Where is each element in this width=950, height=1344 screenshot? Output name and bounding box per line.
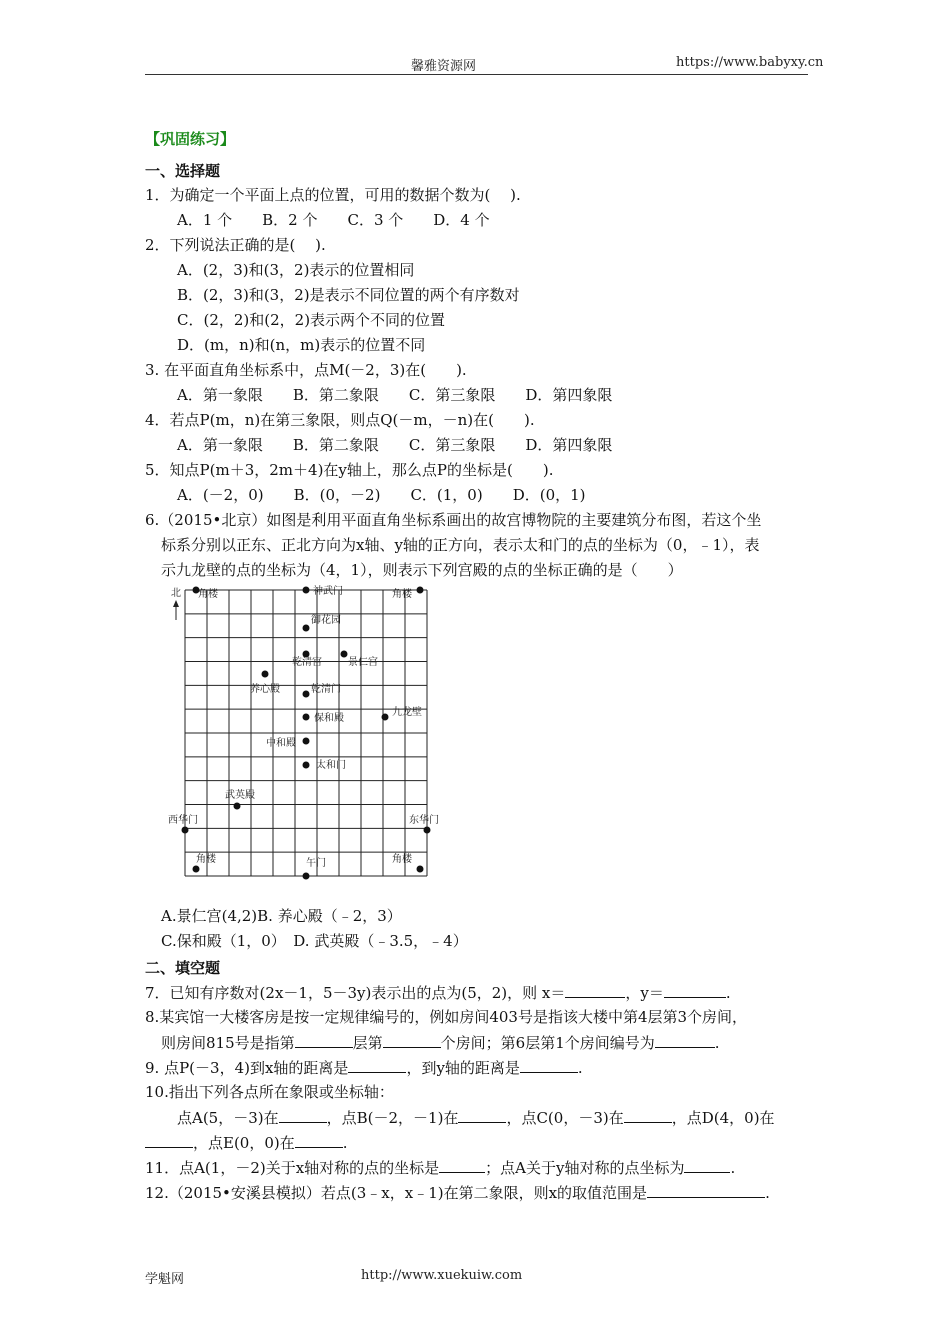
point-corner-tr bbox=[417, 587, 424, 594]
point-wuying bbox=[234, 803, 241, 810]
q6-line2: 标系分别以正东、正北方向为x轴、y轴的正方向，表示太和门的点的坐标为（0，﹣1），表 bbox=[161, 536, 760, 554]
q8-text-b: 层第 bbox=[352, 1034, 383, 1052]
point-shenwu bbox=[303, 587, 310, 594]
q7-blank-y[interactable] bbox=[664, 982, 726, 998]
q2-option-a: A．(2，3)和(3，2)表示的位置相同 bbox=[177, 261, 415, 279]
q6-line1: 6.（2015•北京）如图是利用平面直角坐标系画出的故宫博物院的主要建筑分布图，若这个坐 bbox=[145, 511, 762, 529]
q8-line2 bbox=[161, 1032, 720, 1053]
q7-text-c: . bbox=[725, 984, 731, 1002]
q8-text-d: . bbox=[714, 1034, 720, 1052]
q3-options: A．第一象限 B．第二象限 C．第三象限 D．第四象限 bbox=[177, 386, 613, 404]
q10-text-e: ，点E(0，0)在 bbox=[193, 1134, 295, 1152]
label-qianqing-palace: 乾清宫 bbox=[292, 657, 322, 668]
q12-blank-range[interactable] bbox=[647, 1182, 765, 1198]
palace-map bbox=[165, 578, 455, 884]
q8-text-c: 个房间；第6层第1个房间编号为 bbox=[440, 1034, 655, 1052]
q9-text-a: 9. 点P(－3，4)到x轴的距离是 bbox=[145, 1059, 349, 1077]
label-xihua: 西华门 bbox=[168, 815, 198, 826]
label-qianqing-gate: 乾清门 bbox=[311, 684, 341, 695]
q11-text-b: ；点A关于y轴对称的点坐标为 bbox=[485, 1159, 685, 1177]
point-zhonghe bbox=[303, 738, 310, 745]
q10-blank-d[interactable] bbox=[145, 1132, 193, 1148]
q6-line3: 示九龙壁的点的坐标为（4，1），则表示下列宫殿的点的坐标正确的是（ ） bbox=[161, 561, 683, 579]
q12 bbox=[145, 1182, 770, 1203]
q10-line1: 10.指出下列各点所在象限或坐标轴： bbox=[145, 1083, 394, 1101]
point-corner-bl bbox=[193, 866, 200, 873]
header-url[interactable]: https://www.babyxy.cn bbox=[676, 55, 824, 70]
q12-text-a: 12.（2015•安溪县模拟）若点(3﹣x，x﹣1)在第二象限，则x的取值范围是 bbox=[145, 1184, 648, 1202]
q10-text-d: ，点D(4，0)在 bbox=[671, 1109, 775, 1127]
q10-blank-e[interactable] bbox=[295, 1132, 343, 1148]
q10-text-b: ，点B(－2，－1)在 bbox=[326, 1109, 459, 1127]
section-choice-heading: 一、选择题 bbox=[145, 162, 221, 180]
map-grid bbox=[185, 590, 427, 876]
page-title: 【巩固练习】 bbox=[145, 130, 236, 148]
label-corner-bl: 角楼 bbox=[196, 854, 216, 865]
q10-line3 bbox=[145, 1132, 348, 1153]
point-yangxin bbox=[262, 671, 269, 678]
label-baohe: 保和殿 bbox=[314, 713, 344, 724]
q2-option-c: C．(2，2)和(2，2)表示两个不同的位置 bbox=[177, 311, 446, 329]
q8-line1: 8.某宾馆一大楼客房是按一定规律编号的，例如房间403号是指该大楼中第4层第3个房间， bbox=[145, 1008, 748, 1026]
q11 bbox=[145, 1157, 735, 1178]
point-yuhua bbox=[303, 625, 310, 632]
footer-site: 学魁网 bbox=[145, 1272, 185, 1287]
label-yuhua: 御花园 bbox=[311, 615, 341, 626]
q9-text-b: ，到y轴的距离是 bbox=[406, 1059, 520, 1077]
point-taihe bbox=[303, 762, 310, 769]
label-jingren: 景仁宫 bbox=[348, 657, 378, 668]
point-xihua bbox=[182, 827, 189, 834]
q11-text-a: 11．点A(1，－2)关于x轴对称的点的坐标是 bbox=[145, 1159, 440, 1177]
label-wuying: 武英殿 bbox=[225, 790, 255, 801]
q7 bbox=[145, 982, 731, 1003]
label-jiulong: 九龙壁 bbox=[392, 707, 422, 718]
q8-blank-number[interactable] bbox=[655, 1032, 715, 1048]
north-label: 北 bbox=[171, 588, 181, 599]
label-shenwu: 神武门 bbox=[313, 586, 343, 597]
q10-blank-c[interactable] bbox=[624, 1107, 672, 1123]
q10-text-f: . bbox=[342, 1134, 348, 1152]
q8-blank-room[interactable] bbox=[383, 1032, 441, 1048]
q9-blank-x[interactable] bbox=[348, 1057, 406, 1073]
q10-blank-b[interactable] bbox=[458, 1107, 506, 1123]
point-jingren bbox=[341, 651, 348, 658]
label-donghua: 东华门 bbox=[409, 815, 439, 826]
section-fill-heading: 二、填空题 bbox=[145, 959, 221, 977]
q11-blank-x[interactable] bbox=[439, 1157, 485, 1173]
q5-options: A．(－2，0) B．(0，－2) C．(1，0) D．(0，1) bbox=[177, 486, 586, 504]
header-site: 馨雅资源网 bbox=[411, 59, 477, 74]
point-donghua bbox=[424, 827, 431, 834]
q9-text-c: . bbox=[577, 1059, 583, 1077]
q8-blank-floor[interactable] bbox=[295, 1032, 353, 1048]
q7-text-a: 7．已知有序数对(2x－1，5－3y)表示出的点为(5，2)，则 x＝ bbox=[145, 984, 566, 1002]
q10-blank-a[interactable] bbox=[279, 1107, 327, 1123]
q10-line2 bbox=[177, 1107, 775, 1128]
q2-stem: 2．下列说法正确的是( ). bbox=[145, 236, 326, 254]
header-rule bbox=[145, 74, 808, 75]
point-wumen bbox=[303, 873, 310, 880]
label-corner-tl: 角楼 bbox=[198, 589, 218, 600]
footer-url[interactable]: http://www.xuekuiw.com bbox=[361, 1268, 523, 1283]
label-yangxin: 养心殿 bbox=[250, 684, 280, 695]
q9-blank-y[interactable] bbox=[520, 1057, 578, 1073]
q1-stem: 1．为确定一个平面上点的位置，可用的数据个数为( ). bbox=[145, 186, 521, 204]
point-jiulong bbox=[382, 714, 389, 721]
q11-text-c: . bbox=[730, 1159, 736, 1177]
label-corner-tr: 角楼 bbox=[392, 589, 412, 600]
q6-options-1: A.景仁宫(4,2)B. 养心殿（﹣2，3） bbox=[161, 907, 402, 925]
q9 bbox=[145, 1057, 583, 1078]
q7-blank-x[interactable] bbox=[565, 982, 625, 998]
label-corner-br: 角楼 bbox=[392, 854, 412, 865]
q8-text-a: 则房间815号是指第 bbox=[161, 1034, 295, 1052]
q3-stem: 3. 在平面直角坐标系中，点M(－2，3)在( ). bbox=[145, 361, 467, 379]
q2-option-b: B．(2，3)和(3，2)是表示不同位置的两个有序数对 bbox=[177, 286, 520, 304]
q7-text-b: ，y＝ bbox=[625, 984, 664, 1002]
q5-stem: 5．知点P(m＋3，2m＋4)在y轴上，那么点P的坐标是( ). bbox=[145, 461, 554, 479]
point-qianqing-gate bbox=[303, 691, 310, 698]
q4-options: A．第一象限 B．第二象限 C．第三象限 D．第四象限 bbox=[177, 436, 613, 454]
q2-option-d: D．(m，n)和(n，m)表示的位置不同 bbox=[177, 336, 426, 354]
q12-text-b: . bbox=[765, 1184, 770, 1202]
q10-text-a: 点A(5，－3)在 bbox=[177, 1109, 279, 1127]
label-taihe: 太和门 bbox=[316, 760, 346, 771]
north-arrowhead-icon bbox=[173, 600, 179, 607]
q6-options-2: C.保和殿（1，0） D. 武英殿（﹣3.5，﹣4） bbox=[161, 932, 468, 950]
point-corner-br bbox=[417, 866, 424, 873]
label-zhonghe: 中和殿 bbox=[266, 738, 296, 749]
label-wumen: 午门 bbox=[306, 858, 326, 869]
q1-options: A．1 个 B．2 个 C．3 个 D．4 个 bbox=[177, 211, 490, 229]
q11-blank-y[interactable] bbox=[684, 1157, 730, 1173]
point-baohe bbox=[303, 714, 310, 721]
q10-text-c: ，点C(0，－3)在 bbox=[506, 1109, 624, 1127]
q4-stem: 4．若点P(m，n)在第三象限，则点Q(－m，－n)在( ). bbox=[145, 411, 535, 429]
